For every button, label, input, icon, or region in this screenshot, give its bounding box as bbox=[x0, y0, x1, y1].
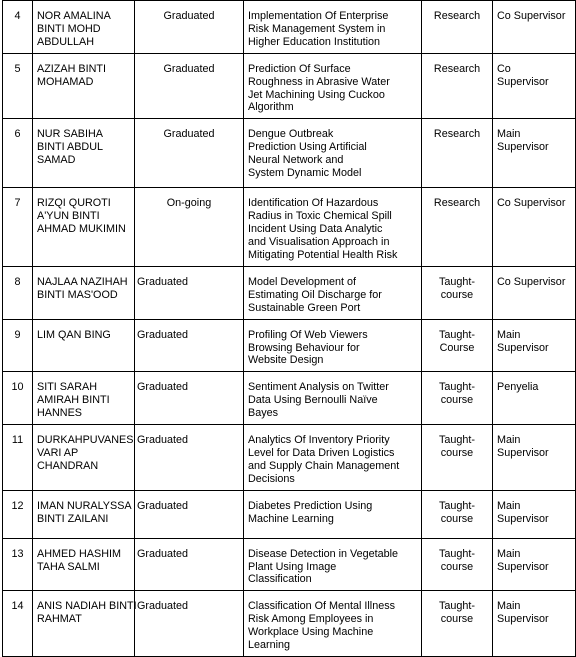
program-category-line: Research bbox=[433, 197, 481, 210]
status-cell: Graduated bbox=[135, 1, 244, 54]
project-title-line: Profiling Of Web Viewers bbox=[248, 328, 368, 341]
program-category bbox=[422, 53, 493, 119]
row-number: 10 bbox=[3, 372, 33, 425]
project-title-line: Website Design bbox=[248, 354, 324, 367]
student-name bbox=[33, 372, 135, 425]
row-number: 7 bbox=[3, 188, 33, 267]
student-name-line: AZIZAH BINTI bbox=[37, 62, 106, 75]
table-row bbox=[3, 119, 576, 188]
student-name-line: BINTI MOHD bbox=[37, 22, 101, 35]
status-cell: Graduated bbox=[135, 591, 244, 657]
student-name-line: SITI SARAH bbox=[37, 381, 97, 394]
project-title-line: Workplace Using Machine bbox=[248, 626, 374, 639]
student-name-line: NAJLAA NAZIHAH bbox=[37, 275, 128, 288]
project-title-line: Neural Network and bbox=[248, 154, 344, 167]
project-title-line: Bayes bbox=[248, 407, 279, 420]
supervisor-role bbox=[493, 266, 576, 319]
supervisor-role bbox=[493, 490, 576, 538]
program-category bbox=[422, 266, 493, 319]
student-name-line: RIZQI QUROTI bbox=[37, 197, 111, 210]
program-category bbox=[422, 1, 493, 54]
project-title-line: Disease Detection in Vegetable bbox=[248, 547, 399, 560]
supervisor-role-line: Supervisor bbox=[497, 75, 549, 88]
project-title-line: Estimating Oil Discharge for bbox=[248, 288, 382, 301]
project-title-line: and Visualisation Approach in bbox=[248, 236, 390, 249]
supervision-table-body bbox=[3, 1, 576, 657]
project-title-line: Jet Machining Using Cuckoo bbox=[248, 88, 385, 101]
row-number: 8 bbox=[3, 266, 33, 319]
project-title bbox=[244, 490, 422, 538]
table-row bbox=[3, 490, 576, 538]
project-title-line: Diabetes Prediction Using bbox=[248, 499, 373, 512]
project-title-line: Identification Of Hazardous bbox=[248, 197, 379, 210]
table-row bbox=[3, 1, 576, 54]
project-title-line: Classification bbox=[248, 573, 312, 586]
table-row bbox=[3, 425, 576, 491]
program-category-line: course bbox=[440, 613, 474, 626]
student-name bbox=[33, 53, 135, 119]
project-title-line: Browsing Behaviour for bbox=[248, 341, 360, 354]
student-name-line: ABDULLAH bbox=[37, 35, 95, 48]
student-name bbox=[33, 425, 135, 491]
status-cell: Graduated bbox=[135, 319, 244, 372]
program-category bbox=[422, 591, 493, 657]
supervisor-role bbox=[493, 53, 576, 119]
supervisor-role-line: Main bbox=[497, 128, 521, 141]
supervisor-role-line: Co Supervisor bbox=[497, 10, 566, 22]
student-name bbox=[33, 319, 135, 372]
project-title-line: Prediction Using Artificial bbox=[248, 141, 367, 154]
project-title-line: Dengue Outbreak bbox=[248, 128, 334, 141]
student-name-line: HANNES bbox=[37, 407, 82, 420]
program-category-line: Research bbox=[433, 62, 481, 75]
status-cell: Graduated bbox=[135, 372, 244, 425]
supervisor-role bbox=[493, 119, 576, 188]
supervisor-role-line: Main bbox=[497, 434, 521, 447]
program-category-line: Taught- bbox=[438, 547, 475, 560]
student-name bbox=[33, 538, 135, 591]
project-title bbox=[244, 1, 422, 54]
project-title-line: Algorithm bbox=[248, 101, 294, 114]
student-name-line: BINTI ZAILANI bbox=[37, 512, 109, 525]
supervisor-role-line: Supervisor bbox=[497, 613, 549, 626]
program-category bbox=[422, 538, 493, 591]
supervisor-role-line: Penyelia bbox=[497, 381, 539, 394]
supervisor-role-line: Main bbox=[497, 600, 521, 613]
program-category-line: course bbox=[440, 394, 474, 407]
project-title bbox=[244, 425, 422, 491]
project-title bbox=[244, 266, 422, 319]
table-row bbox=[3, 266, 576, 319]
table-row bbox=[3, 538, 576, 591]
supervisor-role-line: Supervisor bbox=[497, 341, 549, 354]
table-row bbox=[3, 319, 576, 372]
project-title bbox=[244, 53, 422, 119]
program-category-line: Taught- bbox=[438, 499, 475, 512]
row-number: 13 bbox=[3, 538, 33, 591]
program-category bbox=[422, 319, 493, 372]
student-name-line: DURKAHPUVANES bbox=[37, 434, 134, 447]
project-title bbox=[244, 319, 422, 372]
table-row bbox=[3, 372, 576, 425]
supervisor-role-line: Main bbox=[497, 328, 521, 341]
supervisor-role bbox=[493, 188, 576, 267]
supervisor-role-line: Co Supervisor bbox=[497, 197, 566, 210]
program-category-line: Taught- bbox=[438, 275, 475, 288]
student-name-line: IMAN NURALYSSA bbox=[37, 499, 132, 512]
project-title-line: Higher Education Institution bbox=[248, 35, 381, 48]
student-name-line: TAHA SALMI bbox=[37, 560, 100, 573]
project-title-line: Decisions bbox=[248, 472, 295, 485]
student-name bbox=[33, 1, 135, 54]
project-title bbox=[244, 591, 422, 657]
project-title-line: Sustainable Green Port bbox=[248, 301, 361, 314]
project-title bbox=[244, 119, 422, 188]
project-title-line: Machine Learning bbox=[248, 512, 334, 525]
project-title-line: Learning bbox=[248, 639, 291, 652]
project-title bbox=[244, 188, 422, 267]
table-row bbox=[3, 53, 576, 119]
supervisor-role-line: Main bbox=[497, 547, 521, 560]
row-number: 5 bbox=[3, 53, 33, 119]
student-name bbox=[33, 490, 135, 538]
supervisor-role bbox=[493, 538, 576, 591]
supervisor-role-line: Supervisor bbox=[497, 560, 549, 573]
program-category-line: Research bbox=[433, 10, 481, 22]
student-name-line: VARI AP bbox=[37, 446, 79, 459]
student-name-line: AHMED HASHIM bbox=[37, 547, 121, 560]
supervision-table bbox=[2, 0, 576, 657]
student-name-line: NUR SABIHA bbox=[37, 128, 103, 141]
program-category-line: Taught- bbox=[438, 381, 475, 394]
supervisor-role bbox=[493, 1, 576, 54]
row-number: 14 bbox=[3, 591, 33, 657]
student-name-line: AHMAD MUKIMIN bbox=[37, 223, 126, 236]
project-title-line: Radius in Toxic Chemical Spill bbox=[248, 210, 392, 223]
student-name bbox=[33, 591, 135, 657]
project-title-line: Roughness in Abrasive Water bbox=[248, 75, 390, 88]
supervisor-role bbox=[493, 591, 576, 657]
student-name-line: AMIRAH BINTI bbox=[37, 394, 110, 407]
status-cell: Graduated bbox=[135, 538, 244, 591]
supervisor-role-line: Main bbox=[497, 499, 521, 512]
project-title-line: Risk Among Employees in bbox=[248, 613, 374, 626]
student-name-line: SAMAD bbox=[37, 154, 76, 167]
table-row bbox=[3, 591, 576, 657]
row-number: 11 bbox=[3, 425, 33, 491]
project-title bbox=[244, 372, 422, 425]
program-category-line: Research bbox=[433, 128, 481, 141]
student-name-line: RAHMAT bbox=[37, 613, 82, 626]
supervisor-role-line: Supervisor bbox=[497, 446, 549, 459]
supervisor-role bbox=[493, 372, 576, 425]
supervisor-role-line: Supervisor bbox=[497, 512, 549, 525]
table-row bbox=[3, 188, 576, 267]
project-title-line: Prediction Of Surface bbox=[248, 62, 351, 75]
status-cell: On-going bbox=[135, 188, 244, 267]
student-name bbox=[33, 119, 135, 188]
row-number: 12 bbox=[3, 490, 33, 538]
program-category bbox=[422, 372, 493, 425]
supervisor-role bbox=[493, 319, 576, 372]
status-cell: Graduated bbox=[135, 53, 244, 119]
project-title-line: System Dynamic Model bbox=[248, 167, 362, 180]
project-title-line: Implementation Of Enterprise bbox=[248, 10, 389, 22]
student-name-line: BINTI ABDUL bbox=[37, 141, 103, 154]
status-cell: Graduated bbox=[135, 490, 244, 538]
program-category bbox=[422, 119, 493, 188]
student-name-line: MOHAMAD bbox=[37, 75, 94, 88]
project-title bbox=[244, 538, 422, 591]
program-category-line: course bbox=[440, 288, 474, 301]
program-category bbox=[422, 425, 493, 491]
supervisor-role-line: Co bbox=[497, 62, 511, 75]
project-title-line: Sentiment Analysis on Twitter bbox=[248, 381, 389, 394]
student-name-line: BINTI MAS'OOD bbox=[37, 288, 118, 301]
project-title-line: Classification Of Mental Illness bbox=[248, 600, 396, 613]
supervisor-role-line: Co Supervisor bbox=[497, 275, 566, 288]
status-cell: Graduated bbox=[135, 266, 244, 319]
status-cell: Graduated bbox=[135, 425, 244, 491]
program-category-line: course bbox=[440, 512, 474, 525]
project-title-line: Plant Using Image bbox=[248, 560, 337, 573]
student-name-line: NOR AMALINA bbox=[37, 10, 111, 22]
project-title-line: Level for Data Driven Logistics bbox=[248, 446, 395, 459]
supervisor-role-line: Supervisor bbox=[497, 141, 549, 154]
project-title-line: Analytics Of Inventory Priority bbox=[248, 434, 390, 447]
project-title-line: Mitigating Potential Health Risk bbox=[248, 248, 398, 261]
program-category-line: Taught- bbox=[438, 328, 475, 341]
program-category-line: course bbox=[440, 446, 474, 459]
student-name bbox=[33, 188, 135, 267]
student-name-line: LIM QAN BING bbox=[37, 328, 111, 341]
row-number: 4 bbox=[3, 1, 33, 54]
project-title-line: Incident Using Data Analytic bbox=[248, 223, 383, 236]
program-category bbox=[422, 188, 493, 267]
project-title-line: Model Development of bbox=[248, 275, 357, 288]
row-number: 6 bbox=[3, 119, 33, 188]
student-name-line: A'YUN BINTI bbox=[37, 210, 100, 223]
student-name-line: CHANDRAN bbox=[37, 459, 99, 472]
student-name bbox=[33, 266, 135, 319]
supervisor-role bbox=[493, 425, 576, 491]
project-title-line: and Supply Chain Management bbox=[248, 459, 400, 472]
program-category-line: Course bbox=[439, 341, 475, 354]
project-title-line: Data Using Bernoulli Naïve bbox=[248, 394, 378, 407]
program-category-line: course bbox=[440, 560, 474, 573]
status-cell: Graduated bbox=[135, 119, 244, 188]
project-title-line: Risk Management System in bbox=[248, 22, 386, 35]
row-number: 9 bbox=[3, 319, 33, 372]
program-category bbox=[422, 490, 493, 538]
program-category-line: Taught- bbox=[438, 434, 475, 447]
student-name-line: ANIS NADIAH BINTI bbox=[37, 600, 137, 613]
program-category-line: Taught- bbox=[438, 600, 475, 613]
